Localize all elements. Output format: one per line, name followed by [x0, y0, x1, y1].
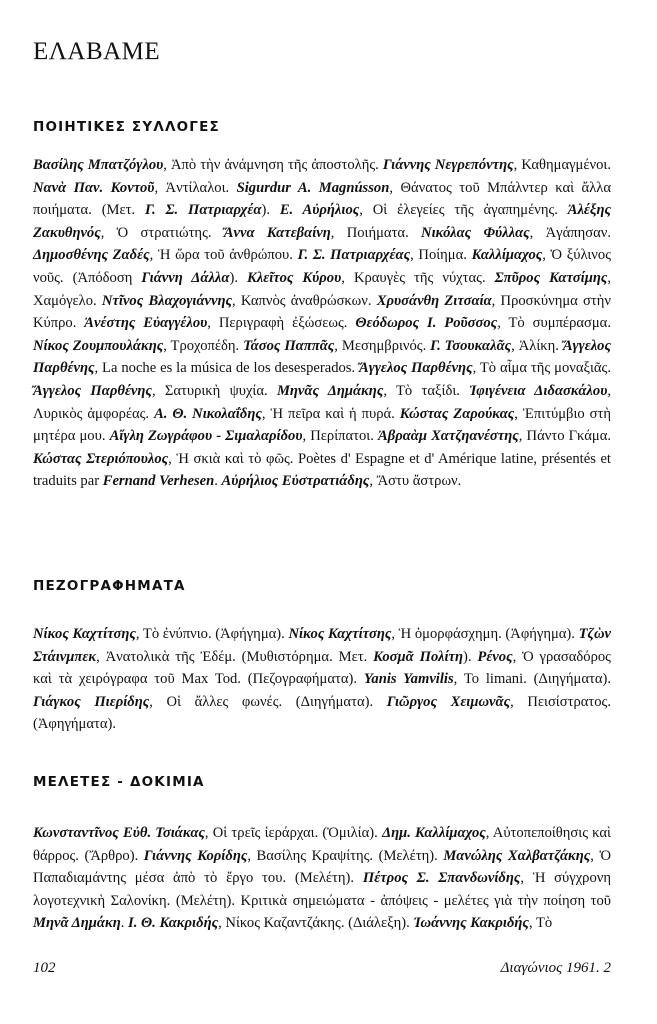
entry-author: Ντῖνος Βλαχογιάννης — [101, 292, 233, 309]
entry-author: Καλλίμαχος — [471, 247, 543, 264]
section-body-studies — [33, 822, 611, 935]
entry-author: Γιάγκος Πιερίδης — [33, 693, 150, 710]
entry-work: , Τὸ ταξίδι. — [383, 382, 470, 399]
entry-author: Δημ. Καλλίμαχος — [381, 825, 486, 841]
section-heading-studies: ΜΕΛΕΤΕΣ - ΔΟΚΙΜΙΑ — [33, 774, 205, 790]
section-body-poetry — [33, 154, 611, 493]
entry-author: Ἄγγελος Παρθένης — [33, 337, 611, 377]
entry-author: Νικόλας Φύλλας — [421, 224, 530, 241]
entry-work: , La noche es la música de los desesperados. — [94, 360, 360, 377]
entry-author: Yanis Yamvilis — [363, 671, 454, 688]
entry-work: , Τὸ αἷμα τῆς μοναξιᾶς. — [472, 360, 611, 377]
entry-author: Ι. Θ. Κακριδής — [128, 915, 219, 932]
entry-author: Γ. Τσουκαλᾶς — [430, 337, 512, 354]
entry-author: Κοσμᾶ Πολίτη — [373, 648, 464, 665]
entry-author: Νίκος Καχτίτσης — [33, 626, 136, 642]
entry-author: Ἰωάννης Κακριδής — [413, 915, 529, 932]
entry-work: , Περιγραφὴ ἐξώσεως. — [207, 315, 356, 332]
entry-work: , Ἡ ὁμορφάσχημη. (Ἀφήγημα). — [391, 626, 579, 642]
entry-author: Νίκος Ζουμπουλάκης — [33, 337, 164, 354]
entry-work: , Κραυγὲς τῆς νύχτας. — [341, 269, 495, 286]
page-number: 102 — [33, 960, 56, 976]
section-heading-prose: ΠΕΖΟΓΡΑΦΗΜΑΤΑ — [33, 578, 186, 594]
entry-work: , Λυρικὸς ἀμφορέας. — [33, 382, 612, 422]
entry-work: , Ἡ σύγχρονη λογοτεχνικὴ Σαλονίκη. (Μελέτη). Κριτικὰ σημειώματα - ἀπόψεις - μελέτες γιὰ τὴν ποίηση τοῦ — [33, 870, 611, 909]
entry-author: Πέτρος Σ. Σπανδωνίδης — [362, 870, 521, 887]
entry-author: Νανὰ Παν. Κοντοῦ — [33, 179, 155, 196]
entry-work: , Ἀγάπησαν. — [529, 224, 612, 241]
entry-work: , Πεισίστρατος. (Ἀφηγήματα). — [33, 693, 611, 733]
entry-work: , Ἡ πεῖρα καὶ ἡ πυρά. — [261, 405, 400, 422]
entry-work: . — [120, 915, 129, 932]
entry-author: Χρυσάνθη Ζιτσαία — [376, 292, 492, 309]
entry-work: , Ποίημα. — [410, 247, 472, 264]
entry-author: Μανώλης Χαλβατζάκης — [443, 847, 591, 864]
entry-author: Sigurdur A. Magnússon — [236, 179, 390, 196]
entry-author: Ἀβραὰμ Χατζηανέστης — [377, 428, 519, 445]
entry-work: , Ἡ ὥρα τοῦ ἀνθρώπου. — [149, 247, 298, 264]
entry-author: Μηνᾶς Δημάκης — [276, 382, 384, 399]
issue-label: Διαγώνιος 1961. 2 — [500, 960, 611, 976]
entry-work: , Τὸ συμπέρασμα. — [497, 315, 611, 332]
entry-author: Α. Θ. Νικολαΐδης — [154, 405, 262, 422]
entry-work: , Ἀπὸ τὴν ἀνάμνηση τῆς ἀποστολῆς. — [163, 157, 383, 173]
entry-author: Γ. Σ. Πατριαρχέα — [145, 202, 262, 219]
entry-author: Κώστας Στεριόπουλος — [33, 450, 169, 467]
entry-author: Γιάννης Νεγρεπόντης — [382, 157, 514, 173]
entry-work: . — [214, 473, 222, 490]
entry-author: Ἄγγελος Παρθένης — [359, 360, 473, 377]
entry-author: Ἀνέστης Εὐαγγέλου — [84, 315, 208, 332]
entry-work: , Ἀνατολικὰ τῆς Ἐδέμ. (Μυθιστόρημα. Μετ. — [96, 648, 374, 665]
entry-work: , Καπνὸς ἀναθρώσκων. — [232, 292, 377, 309]
entry-author: Ἀλέξης Ζακυθηνός — [33, 202, 611, 241]
entry-author: Γιάννης Κορίδης — [143, 847, 248, 864]
entry-work: , Περίπατοι. — [302, 428, 378, 445]
entry-work: , Ἡ σκιὰ καὶ τὸ φῶς. Poètes d' Espagne et d' Amérique latine, présentés et traduits par — [33, 450, 611, 490]
entry-work: , Ἄστυ ἄστρων. — [369, 473, 462, 490]
entry-work: , Ὁ ξύλινος νοῦς. (Ἀπόδοση — [33, 247, 611, 286]
entry-work: , Οἱ ἄλλες φωνές. (Διηγήματα). — [149, 693, 387, 710]
entry-work: , Προσκύνημα στὴν Κύπρο. — [33, 292, 611, 332]
entry-work: , Πάντο Γκάμα. — [518, 428, 612, 445]
entry-work: , Ὁ γρασαδόρος καὶ τὰ χειρόγραφα τοῦ Max Tod. (Πεζογραφήματα). — [33, 648, 611, 688]
page-title: ΕΛΑΒΑΜΕ — [33, 38, 161, 65]
entry-author: Ἄγγελος Παρθένης — [33, 382, 152, 399]
entry-author: Ἄννα Κατεβαίνη — [223, 224, 331, 241]
entry-author: Γιάννη Δάλλα — [141, 269, 230, 286]
entry-work: , Ποιήματα. — [330, 224, 422, 241]
entry-work: , Χαμόγελο. — [33, 269, 611, 309]
entry-author: Τάσος Παππᾶς — [243, 337, 335, 354]
entry-work: , Ἀλίκη. — [511, 337, 563, 354]
entry-author: Δημοσθένης Ζαδές — [33, 247, 150, 264]
entry-author: Βασίλης Μπατζόγλου — [33, 157, 164, 173]
entry-work: , Τὸ — [528, 915, 553, 932]
entry-author: Κλεῖτος Κύρου — [247, 269, 342, 286]
entry-author: Fernand Verhesen — [102, 473, 215, 490]
entry-author: Θεόδωρος Ι. Ροῦσσος — [355, 315, 498, 332]
section-body-prose — [33, 623, 611, 736]
entry-author: Αἴγλη Ζωγράφου - Σιμαλαρίδου — [109, 428, 303, 445]
entry-author: Ε. Αὐρήλιος — [279, 202, 360, 219]
entry-work: ). — [261, 202, 280, 219]
entry-author: Κώστας Ζαρούκας — [399, 405, 515, 422]
entry-work: , To limani. (Διηγήματα). — [453, 671, 611, 688]
entry-author: Ἰφιγένεια Διδασκάλου — [469, 382, 608, 399]
entry-author: Γιῶργος Χειμωνᾶς — [386, 693, 511, 710]
entry-work: ). — [229, 269, 248, 286]
entry-work: , Θάνατος τοῦ Μπάλντερ καὶ ἄλλα ποιήματα. (Μετ. — [33, 179, 611, 219]
entry-author: Τζὼν Στάινμπεκ — [33, 626, 611, 665]
entry-author: Ρένος — [477, 648, 513, 665]
entry-work: , Τροχοπέδη. — [163, 337, 244, 354]
entry-author: Κωνσταντῖνος Εὐθ. Τσιάκας — [33, 825, 205, 841]
entry-work: , Αὐτοπεποίθησις καὶ θάρρος. (Ἄρθρο). — [33, 825, 611, 864]
entry-work: , Καθημαγμένοι. — [513, 157, 611, 173]
entry-work: , Ἐπιτύμβιο στὴ μητέρα μου. — [33, 405, 612, 445]
entry-work: , Σατυρικὴ ψυχία. — [151, 382, 277, 399]
entry-author: Γ. Σ. Πατριαρχέας — [297, 247, 411, 264]
entry-author: Αὐρήλιος Εὐστρατιάδης — [221, 473, 370, 490]
entry-work: , Ὁ Παπαδιαμάντης μέσα ἀπὸ τὸ ἔργο του. (Μελέτη). — [33, 847, 611, 887]
entry-author: Σπῦρος Κατσίμης — [494, 269, 608, 286]
entry-author: Νίκος Καχτίτσης — [288, 626, 392, 642]
entry-work: ). — [463, 648, 478, 665]
entry-work: , Ἀντίλαλοι. — [154, 179, 237, 196]
entry-author: Μηνᾶ Δημάκη — [33, 915, 121, 932]
entry-work: , Οἱ τρεῖς ἱεράρχαι. (Ὁμιλία). — [204, 825, 382, 841]
entry-work: , Νίκος Καζαντζάκης. (Διάλεξη). — [218, 915, 414, 932]
entry-work: , Ὁ στρατιώτης. — [100, 224, 224, 241]
section-heading-poetry: ΠΟΙΗΤΙΚΕΣ ΣΥΛΛΟΓΕΣ — [33, 119, 220, 135]
entry-work: , Βασίλης Κραψίτης. (Μελέτη). — [247, 847, 444, 864]
entry-work: , Μεσημβρινός. — [334, 337, 431, 354]
entry-work: , Οἱ ἐλεγείες τῆς ἀγαπημένης. — [359, 202, 568, 219]
entry-work: , Τὸ ἐνύπνιο. (Ἀφήγημα). — [135, 626, 289, 642]
